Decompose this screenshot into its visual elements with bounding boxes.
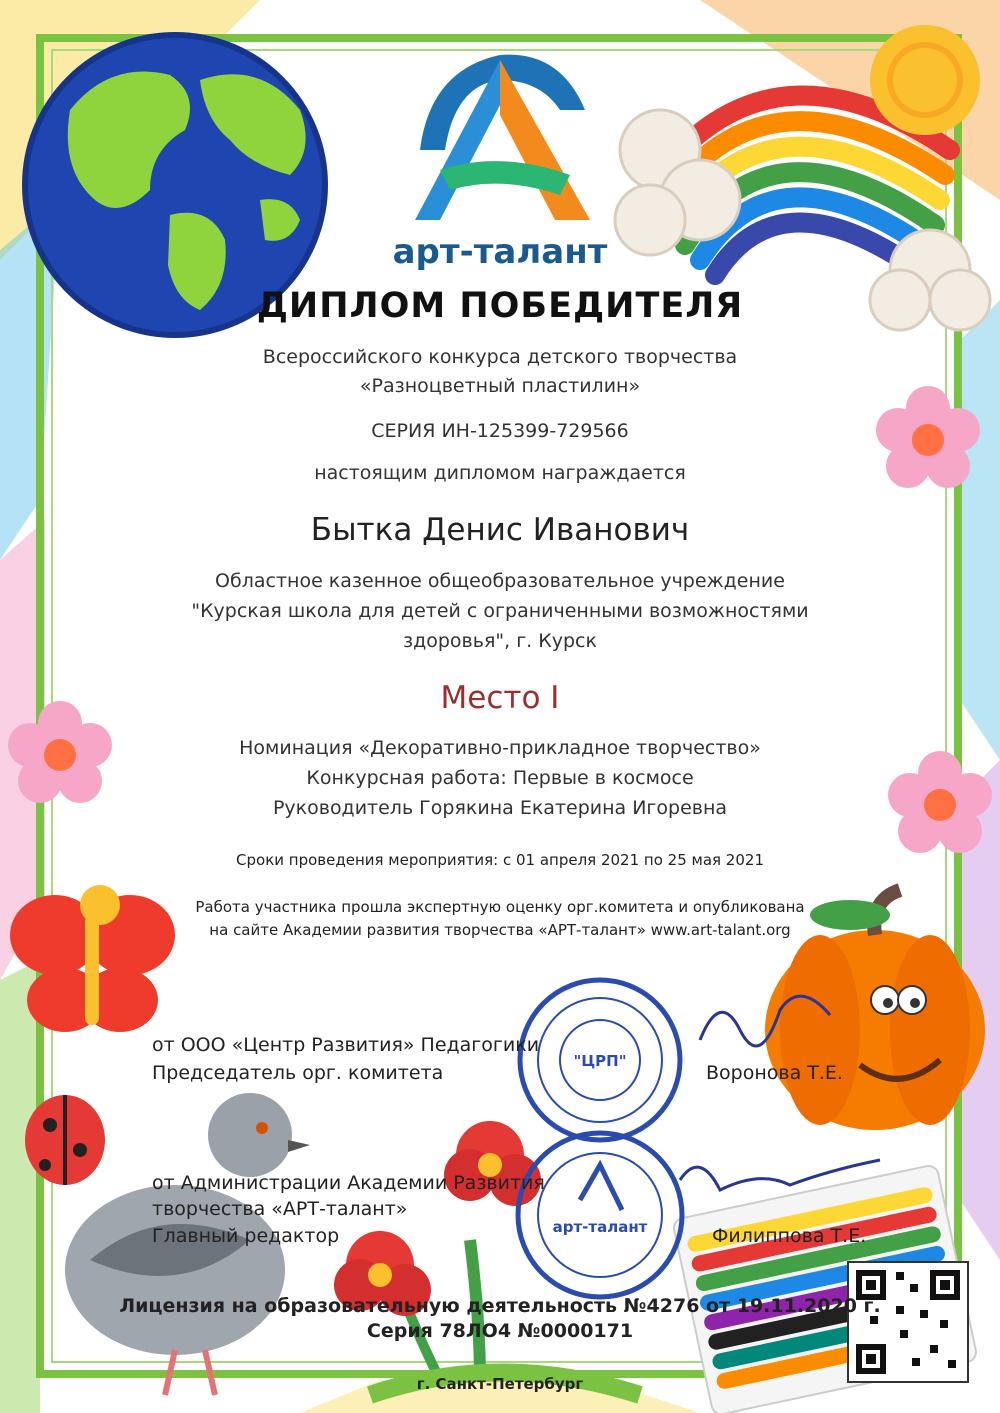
license-line-1: Лицензия на образовательную деятельность №4276 от 19.11.2020 г. — [119, 1295, 881, 1317]
competition-work: Конкурсная работа: Первые в космосе — [306, 767, 694, 789]
recipient-name: Бытка Денис Иванович — [310, 512, 690, 548]
organization-line-1: Областное казенное общеобразовательное учреждение — [215, 570, 785, 592]
expert-line-2: на сайте Академии развития творчества «АРТ-талант» www.art-talant.org — [209, 921, 791, 939]
series-number: СЕРИЯ ИН-125399-729566 — [371, 420, 629, 442]
license-line-2: Серия 78ЛО4 №0000171 — [366, 1320, 634, 1342]
stamp-crp-label: "ЦРП" — [573, 1052, 627, 1070]
nomination: Номинация «Декоративно-прикладное творчество» — [239, 737, 761, 759]
stamp-art-talant-label: арт-талант — [552, 1218, 648, 1236]
sign2-line-3: Главный редактор — [152, 1225, 340, 1247]
place-award: Место I — [440, 680, 560, 716]
organization-line-3: здоровья", г. Курск — [403, 630, 597, 652]
expert-line-1: Работа участника прошла экспертную оценку орг.комитета и опубликована — [195, 898, 805, 916]
sign1-line-2: Председатель орг. комитета — [152, 1062, 444, 1084]
sign1-name: Воронова Т.Е. — [706, 1062, 843, 1084]
event-dates: Сроки проведения мероприятия: с 01 апреля 2021 по 25 мая 2021 — [236, 851, 764, 869]
city: г. Санкт-Петербург — [416, 1375, 584, 1393]
ladybug-illustration — [25, 1095, 105, 1185]
diploma-title: ДИПЛОМ ПОБЕДИТЕЛЯ — [256, 286, 744, 326]
sign2-name: Филиппова Т.Е. — [712, 1225, 867, 1247]
supervisor: Руководитель Горякина Екатерина Игоревна — [272, 797, 728, 819]
awarded-text: настоящим дипломом награждается — [314, 462, 686, 484]
brand-name: арт-талант — [392, 232, 608, 272]
sign1-line-1: от ООО «Центр Развития» Педагогики — [152, 1034, 540, 1056]
sign2-line-1: от Администрации Академии Развития — [152, 1172, 545, 1194]
organization-line-2: "Курская школа для детей с ограниченными возможностями — [191, 600, 809, 622]
contest-line-1: Всероссийского конкурса детского творчества — [262, 346, 738, 368]
contest-line-2: «Разноцветный пластилин» — [359, 375, 641, 397]
sign2-line-2: творчества «АРТ-талант» — [152, 1198, 408, 1220]
